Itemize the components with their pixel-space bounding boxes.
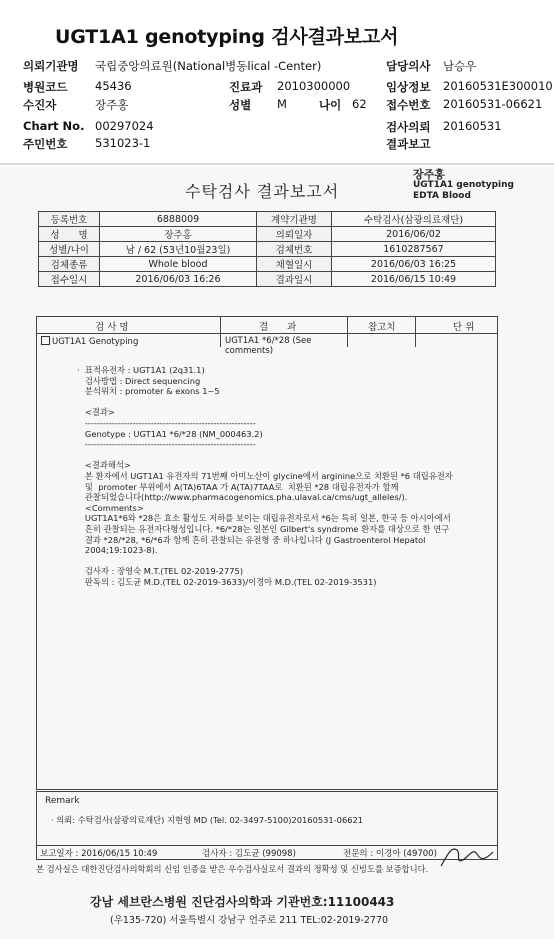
col-test-name: 검 사 명 [95,322,129,333]
page-title: UGT1A1 genotyping 검사결과보고서 [55,26,399,48]
exam-request-label: 검사의뢰 [386,120,431,134]
age-label: 나이 [319,98,342,112]
patient-label-sticker [413,169,514,202]
col-result: 결 과 [259,322,297,333]
remark-text: · 의뢰: 수탁검사(삼광의료재단) 지현영 MD (Tel. 02-3497-5100)20160531-06621 [51,815,364,825]
sticker-name: 장주홍 [413,168,445,181]
info-key: 검체번호 [257,242,332,257]
result-body-text: · 표적유전자 : UGT1A1 (2q31.1) 검사방법 : Direct sequencing 분석위치 : promoter & exons 1~5 <결과> --------------------------------------------------------- Genotype : UGT1A1 *6/*28 (NM_000463.2) --------------------------------------------------------- <결과해석> 본 환자에서 UGT1A1 유전자의 71번째 아미노산이 glycine에서 arginine으로 치환된 *6 대립유전자 및 promoter 부위에서 A(TA)6TAA 가 A(TA)7TAA로 치환된 *28 대립유전자가 함께 관찰되었습니다(http://www.pharmacogenomics.pha.ulaval.ca/cms/ugt_alleles/). <Comments> UGT1A1*6와 *28은 효소 활성도 저하를 보이는 대립유전자로서 *6는 특히 일본, 한국 등 아시아에서 흔히 관찰되는 유전자다형성입니다. *6/*28는 일본인 Gilbert's syndrome 환자를 대상으로 한 연구 결과 *28/*28, *6/*6과 함께 흔히 관찰되는 유전형 중 하나입니다 (J Gastroenterol Hepatol 2004;19:1023-8). 검사자 : 장영숙 M.T.(TEL 02-2019-2775) 판독의 : 김도균 M.D.(TEL 02-2019-3633)/이경아 M.D.(TEL 02-2019-3531) [77,365,453,587]
header-divider [0,163,554,165]
info-value: 장주홍 [100,227,257,242]
receipt-number-label: 접수번호 [386,98,431,112]
header-row-5 [0,136,554,152]
info-key: 등록번호 [39,212,100,227]
info-key: 성별/나이 [39,242,100,257]
resident-number-label: 주민번호 [23,137,68,151]
col-unit: 단 위 [453,322,475,333]
institution-label: 의뢰기관명 [23,59,79,73]
header-row-1 [0,58,554,74]
specialist: 전문의 : 이경아 (49700) [343,849,437,859]
info-value: 수탁검사(삼광의료재단) [332,212,496,227]
info-key: 검체종류 [39,257,100,272]
patient-info-table [38,211,496,287]
institute-name: 강남 세브란스병원 진단검사의학과 기관번호:11100443 [90,895,395,909]
department-value: 2010300000 [277,79,351,93]
attending-value: 남승우 [443,59,477,73]
test-name: UGT1A1 Genotyping [52,337,139,347]
info-row [39,242,496,257]
info-row [39,257,496,272]
info-key: 계약기관명 [257,212,332,227]
accreditation-notice: 본 검사실은 대한진단검사의학회의 신임 인증을 받은 우수검사실로서 결과의 정확성 및 신빙도를 보증합니다. [36,864,429,874]
sex-label: 성별 [229,98,252,112]
chart-no-value: 00297024 [95,119,154,133]
hospital-code-value: 45436 [95,79,132,93]
scan-title: 수탁검사 결과보고서 [185,182,340,201]
remark-label: Remark [45,796,80,806]
info-key: 접수일시 [39,272,100,287]
info-row [39,212,496,227]
department-label: 진료과 [229,80,263,94]
info-key: 결과일시 [257,272,332,287]
result-section [36,316,498,790]
col-reference: 참고치 [368,322,396,333]
exam-request-value: 20160531 [443,119,502,133]
info-value: 2016/06/02 [332,227,496,242]
chart-no-label: Chart No. [23,119,85,133]
test-name-cell [41,336,138,347]
patient-name-value: 장주홍 [95,98,129,112]
info-row [39,272,496,287]
info-row [39,227,496,242]
hospital-code-label: 병원코드 [23,80,68,94]
clinical-info-value: 20160531E300010 [443,79,553,93]
sticker-specimen: EDTA Blood [413,191,471,201]
info-key: 의뢰일자 [257,227,332,242]
report-footer-row [36,845,498,860]
info-key: 채혈일시 [257,257,332,272]
info-value: 2016/06/03 16:26 [100,272,257,287]
institution-value: 국립중앙의료원(National병동lical -Center) [95,59,322,73]
header-row-4 [0,119,554,135]
info-key: 성 명 [39,227,100,242]
header-row-2 [0,79,554,95]
receipt-number-value: 20160531-06621 [443,97,543,111]
info-value: 1610287567 [332,242,496,257]
checkbox-icon [41,336,50,345]
examiner: 검사자 : 김도균 (99098) [202,849,296,859]
clinical-info-label: 임상정보 [386,80,431,94]
report-date: 보고일자 : 2016/06/15 10:49 [40,849,158,859]
test-result-value: UGT1A1 *6/*28 (See comments) [225,336,312,356]
info-value: Whole blood [100,257,257,272]
sex-value: M [277,97,287,111]
header-row-3 [0,97,554,113]
info-value: 2016/06/15 10:49 [332,272,496,287]
attending-label: 담당의사 [386,59,431,73]
info-value: 6888009 [100,212,257,227]
age-value: 62 [352,97,367,111]
signature-image [437,842,497,872]
sticker-test: UGT1A1 genotyping [413,180,514,190]
institute-address: (우135-720) 서울특별시 강남구 언주로 211 TEL:02-2019-2770 [110,915,389,926]
patient-name-label: 수진자 [23,98,57,112]
remark-section [36,791,498,846]
result-report-label: 결과보고 [386,137,431,151]
resident-number-value: 531023-1 [95,136,151,150]
info-value: 남 / 62 (53년10월23일) [100,242,257,257]
result-table-header [37,317,497,334]
scanned-report [0,166,554,939]
test-result-row [37,334,497,356]
info-value: 2016/06/03 16:25 [332,257,496,272]
report-header [0,0,554,164]
